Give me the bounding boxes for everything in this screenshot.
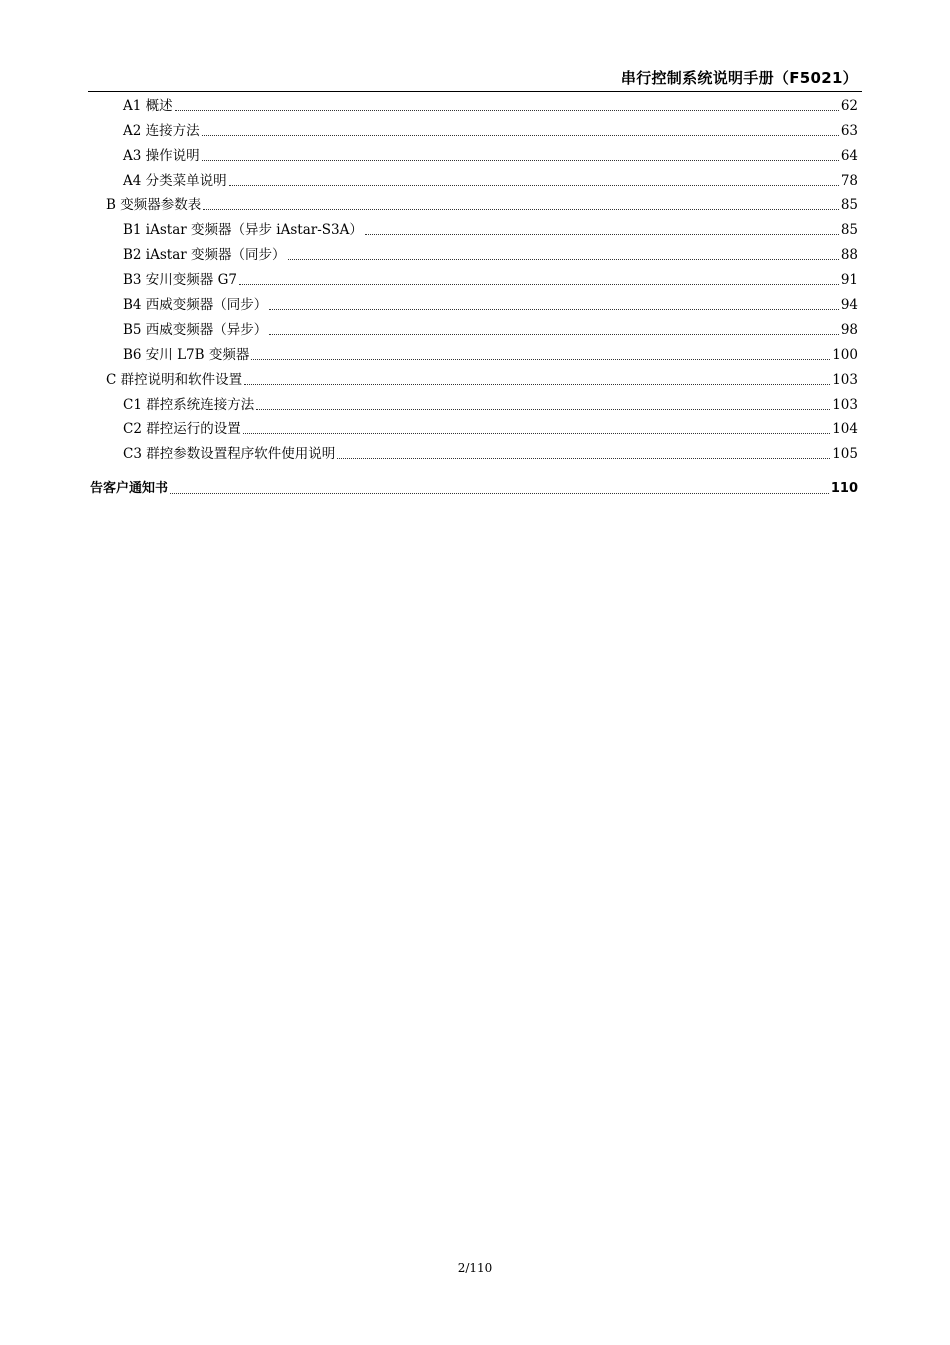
toc-entry-b4[interactable] [88, 291, 862, 316]
toc-entry-customer-notice[interactable] [88, 475, 862, 500]
toc-leader-dots [251, 358, 830, 360]
toc-entry-b1[interactable] [88, 216, 862, 241]
document-header-title: 串行控制系统说明手册（F5021） [620, 69, 858, 87]
toc-entry-label: B4 西威变频器（同步） [123, 297, 268, 314]
toc-entry-page: 94 [840, 297, 858, 314]
toc-entry-label: B2 iAstar 变频器（同步） [123, 247, 286, 264]
toc-leader-dots [256, 408, 830, 410]
toc-entry-label: B6 安川 L7B 变频器 [123, 346, 250, 363]
toc-entry-page: 91 [840, 272, 858, 289]
toc-leader-dots [203, 208, 839, 210]
toc-leader-dots [337, 457, 830, 459]
toc-entry-label: A4 分类菜单说明 [123, 172, 227, 189]
toc-entry-label: A2 连接方法 [123, 122, 200, 139]
toc-entry-label: B3 安川变频器 G7 [123, 272, 237, 289]
toc-entry-page: 63 [840, 122, 858, 139]
toc-entry-page: 62 [840, 97, 858, 114]
toc-entry-page: 105 [832, 446, 858, 463]
toc-entry-b[interactable] [88, 192, 862, 217]
toc-entry-b2[interactable] [88, 241, 862, 266]
toc-entry-page: 103 [832, 371, 858, 388]
toc-leader-dots [239, 283, 839, 285]
toc-leader-dots [365, 233, 839, 235]
toc-entry-page: 88 [840, 247, 858, 264]
toc-entry-label: B5 西威变频器（异步） [123, 321, 268, 338]
toc-entry-label: C2 群控运行的设置 [123, 421, 241, 438]
toc-entry-label: C3 群控参数设置程序软件使用说明 [123, 446, 336, 463]
toc-entry-label: 告客户通知书 [90, 481, 169, 497]
toc-entry-a2[interactable] [88, 117, 862, 142]
toc-entry-page: 85 [840, 197, 858, 214]
toc-entry-page: 78 [840, 172, 858, 189]
toc-leader-dots [244, 383, 830, 385]
toc-entry-b6[interactable] [88, 341, 862, 366]
toc-entry-page: 100 [832, 346, 858, 363]
toc-leader-dots [175, 109, 839, 111]
toc-leader-dots [269, 308, 839, 310]
toc-leader-dots [243, 432, 831, 434]
toc-entry-b3[interactable] [88, 266, 862, 291]
toc-entry-a1[interactable] [88, 92, 862, 117]
toc-entry-label: C1 群控系统连接方法 [123, 396, 255, 413]
toc-entry-label: B1 iAstar 变频器（异步 iAstar-S3A） [123, 222, 363, 239]
toc-entry-c1[interactable] [88, 391, 862, 416]
toc-entry-page: 64 [840, 147, 858, 164]
toc-entry-page: 98 [840, 321, 858, 338]
toc-entry-page: 103 [832, 396, 858, 413]
toc-leader-dots [170, 492, 829, 494]
toc-entry-page: 104 [832, 421, 858, 438]
toc-entry-page: 85 [840, 222, 858, 239]
toc-leader-dots [269, 333, 839, 335]
toc-entry-page: 110 [830, 481, 858, 497]
toc-entry-a3[interactable] [88, 142, 862, 167]
toc-entry-c2[interactable] [88, 416, 862, 441]
toc-entry-c3[interactable] [88, 440, 862, 465]
toc-leader-dots [288, 258, 839, 260]
toc-entry-b5[interactable] [88, 316, 862, 341]
table-of-contents [88, 92, 862, 500]
toc-leader-dots [229, 184, 839, 186]
toc-leader-dots [202, 134, 839, 136]
toc-leader-dots [202, 159, 839, 161]
toc-entry-label: A3 操作说明 [123, 147, 200, 164]
toc-entry-c[interactable] [88, 366, 862, 391]
toc-entry-a4[interactable] [88, 167, 862, 192]
page-number: 2/110 [457, 1261, 493, 1275]
toc-entry-label: C 群控说明和软件设置 [106, 371, 243, 388]
toc-entry-label: B 变频器参数表 [106, 197, 202, 214]
toc-entry-label: A1 概述 [123, 97, 173, 114]
